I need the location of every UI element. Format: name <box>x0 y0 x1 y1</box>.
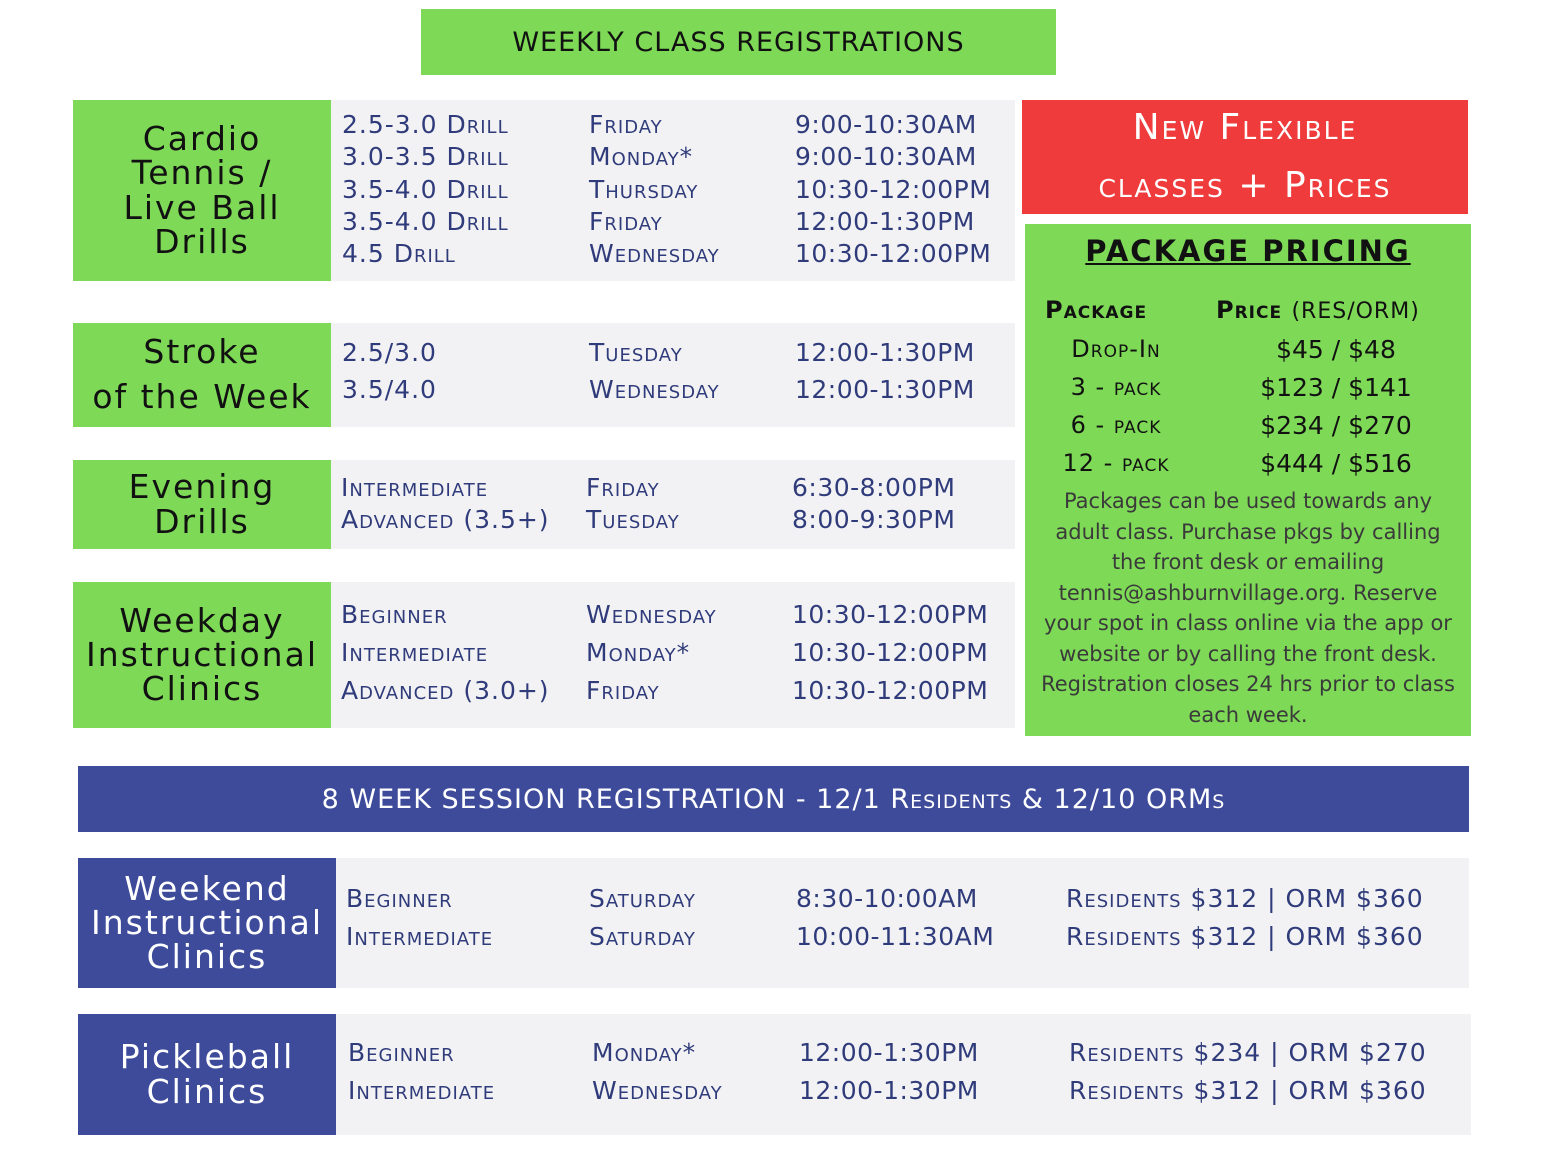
package-pricing-box <box>1025 224 1471 736</box>
package-name: 3 - pack <box>1070 373 1162 401</box>
day-label: Wednesday <box>589 375 720 404</box>
price-header-label: Price <box>1216 296 1283 324</box>
level-label: 3.0-3.5 Drill <box>342 142 509 171</box>
day-label: Friday <box>586 473 660 502</box>
day-label: Monday* <box>592 1038 697 1067</box>
category-stroke-of-the-week <box>73 323 331 427</box>
category-weekday-clinics <box>73 582 331 728</box>
time-label: 6:30-8:00PM <box>792 473 956 502</box>
time-label: 12:00-1:30PM <box>795 375 975 404</box>
package-column-header: Package <box>1045 296 1148 324</box>
day-label: Monday* <box>586 638 691 667</box>
category-label: Weekend Instructional Clinics <box>90 868 323 977</box>
weekly-registrations-banner <box>421 9 1056 75</box>
level-label: 3.5-4.0 Drill <box>342 207 509 236</box>
category-label: Cardio Tennis / Live Ball Drills <box>123 118 281 261</box>
time-label: 8:30-10:00AM <box>796 884 978 913</box>
time-label: 12:00-1:30PM <box>799 1076 979 1105</box>
time-label: 12:00-1:30PM <box>799 1038 979 1067</box>
session-registration-title: 8 WEEK SESSION REGISTRATION - 12/1 Residents & 12/10 ORMs <box>321 783 1226 815</box>
level-label: Beginner <box>348 1038 455 1067</box>
promo-line-2: classes + Prices <box>1098 165 1392 206</box>
category-pickleball-clinics <box>78 1014 336 1135</box>
time-label: 9:00-10:30AM <box>795 110 977 139</box>
time-label: 10:30-12:00PM <box>792 638 989 667</box>
schedule-block-cardio-tennis <box>331 100 1015 281</box>
category-label: Evening Drills <box>128 467 276 541</box>
time-label: 10:30-12:00PM <box>795 239 992 268</box>
time-label: 10:30-12:00PM <box>792 600 989 629</box>
promo-line-1: New Flexible <box>1132 107 1358 149</box>
day-label: Wednesday <box>592 1076 723 1105</box>
day-label: Saturday <box>589 884 696 913</box>
time-label: 10:30-12:00PM <box>795 175 992 204</box>
price-column-header <box>1216 296 1420 324</box>
weekly-registrations-title: WEEKLY CLASS REGISTRATIONS <box>512 26 965 58</box>
schedule-block-weekday-clinics <box>331 582 1015 728</box>
level-label: 2.5/3.0 <box>342 338 437 367</box>
level-label: 3.5/4.0 <box>342 375 437 404</box>
day-label: Wednesday <box>589 239 720 268</box>
category-weekend-clinics <box>78 858 336 988</box>
package-name: 6 - pack <box>1070 411 1162 439</box>
category-cardio-tennis <box>73 100 331 281</box>
level-label: Beginner <box>341 600 448 629</box>
level-label: Beginner <box>346 884 453 913</box>
level-label: 3.5-4.0 Drill <box>342 175 509 204</box>
package-price: $444 / $516 <box>1260 449 1412 478</box>
day-label: Wednesday <box>586 600 717 629</box>
level-label: Advanced (3.0+) <box>341 676 550 705</box>
category-label: Stroke of the Week <box>92 332 312 416</box>
package-price: $45 / $48 <box>1276 335 1396 364</box>
day-label: Tuesday <box>589 338 683 367</box>
time-label: 9:00-10:30AM <box>795 142 977 171</box>
package-price: $234 / $270 <box>1260 411 1412 440</box>
schedule-block-weekend-clinics <box>336 858 1469 988</box>
level-label: Intermediate <box>346 922 494 951</box>
day-label: Thursday <box>589 175 699 204</box>
price-header-suffix: (RES/ORM) <box>1291 299 1420 324</box>
time-label: 10:00-11:30AM <box>796 922 995 951</box>
package-name: 12 - pack <box>1062 449 1170 477</box>
level-label: Advanced (3.5+) <box>341 505 550 534</box>
category-evening-drills <box>73 460 331 549</box>
day-label: Friday <box>586 676 660 705</box>
level-label: Intermediate <box>348 1076 496 1105</box>
level-label: Intermediate <box>341 473 489 502</box>
package-note: Packages can be used towards any adult class. Purchase pkgs by calling the front desk or emailing tennis@ashburnvillage.org. Reserve your spot in class online via the app or website or by calling the front desk. Registration closes 24 hrs prior to class each week. <box>1041 489 1455 727</box>
time-label: 12:00-1:30PM <box>795 338 975 367</box>
package-pricing-title: PACKAGE PRICING <box>1085 234 1411 268</box>
category-label: Weekday Instructional Clinics <box>85 600 318 709</box>
price-label: Residents $312 | ORM $360 <box>1066 922 1424 951</box>
time-label: 8:00-9:30PM <box>792 505 956 534</box>
promo-banner <box>1022 100 1468 214</box>
schedule-block-stroke-of-the-week <box>331 323 1015 427</box>
day-label: Friday <box>589 110 663 139</box>
schedule-block-pickleball-clinics <box>336 1014 1471 1135</box>
day-label: Monday* <box>589 142 694 171</box>
time-label: 12:00-1:30PM <box>795 207 975 236</box>
package-price: $123 / $141 <box>1260 373 1412 402</box>
package-name: Drop-In <box>1071 335 1161 363</box>
schedule-block-evening-drills <box>331 460 1015 549</box>
price-label: Residents $312 | ORM $360 <box>1069 1076 1427 1105</box>
price-label: Residents $234 | ORM $270 <box>1069 1038 1427 1067</box>
day-label: Saturday <box>589 922 696 951</box>
category-label: Pickleball Clinics <box>119 1037 295 1111</box>
day-label: Friday <box>589 207 663 236</box>
level-label: 2.5-3.0 Drill <box>342 110 509 139</box>
session-registration-banner <box>78 766 1469 832</box>
level-label: 4.5 Drill <box>342 239 456 268</box>
price-label: Residents $312 | ORM $360 <box>1066 884 1424 913</box>
level-label: Intermediate <box>341 638 489 667</box>
day-label: Tuesday <box>586 505 680 534</box>
time-label: 10:30-12:00PM <box>792 676 989 705</box>
